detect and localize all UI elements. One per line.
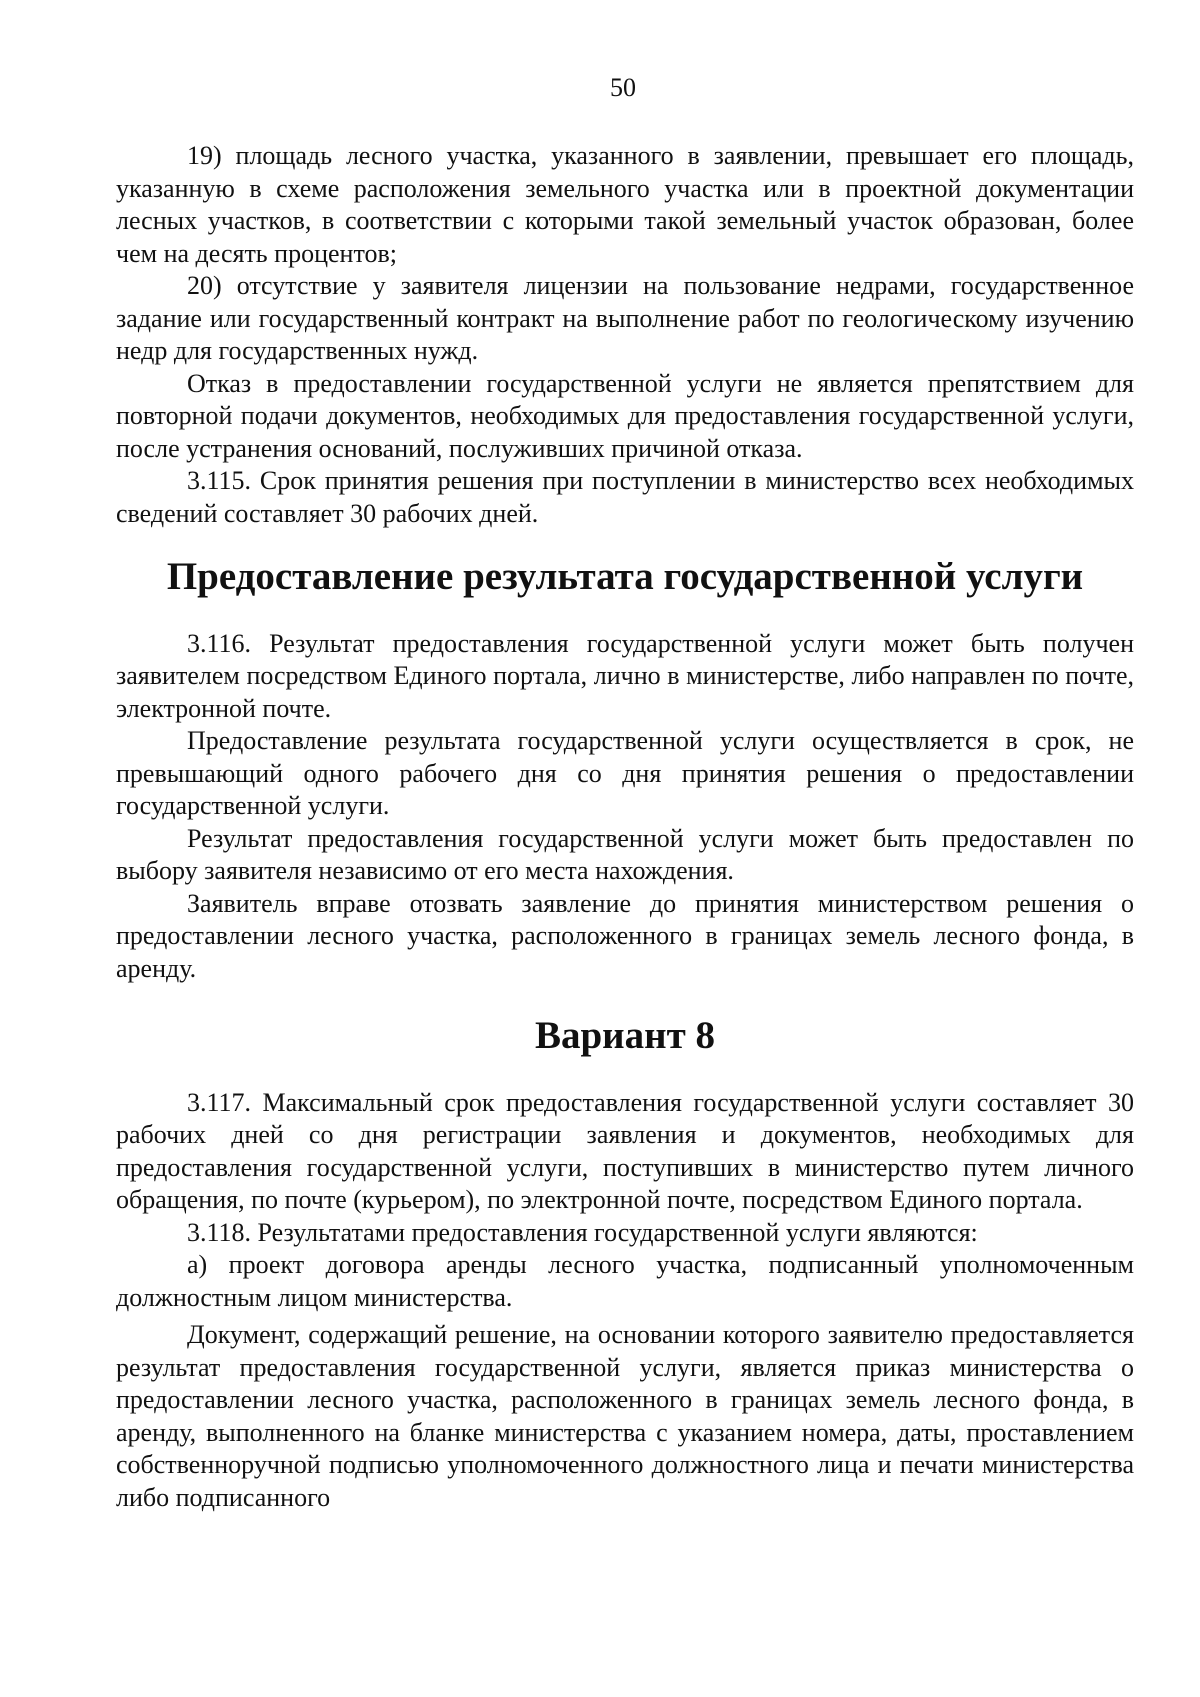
paragraph-item-19: 19) площадь лесного участка, указанного в заявлении, превышает его площадь, указанную в схеме расположения земельного участка или в проектной документации лесных участков, в соответствии с которыми такой земельный участок образован, более чем на десять процентов; bbox=[116, 141, 1134, 268]
section-heading-variant: Вариант 8 bbox=[534, 1014, 716, 1057]
paragraph-result-term: Предоставление результата государственной услуги осуществляется в срок, не превышающий одного рабочего дня со дня принятия решения о предоставлении государственной услуги. bbox=[116, 726, 1134, 820]
paragraph-3-118: 3.118. Результатами предоставления государственной услуги являются: bbox=[187, 1217, 978, 1247]
paragraph-item-a: а) проект договора аренды лесного участка, подписанный уполномоченным должностным лицом министерства. bbox=[116, 1250, 1134, 1312]
paragraph-item-20: 20) отсутствие у заявителя лицензии на пользование недрами, государственное задание или государственный контракт на выполнение работ по геологическому изучению недр для государственных нужд. bbox=[116, 271, 1134, 365]
paragraph-3-115: 3.115. Срок принятия решения при поступлении в министерство всех необходимых сведений составляет 30 рабочих дней. bbox=[116, 466, 1134, 528]
page-number: 50 bbox=[610, 73, 636, 102]
paragraph-result-choice: Результат предоставления государственной услуги может быть предоставлен по выбору заявителя независимо от его места нахождения. bbox=[116, 823, 1134, 885]
paragraph-3-117: 3.117. Максимальный срок предоставления государственной услуги составляет 30 рабочих дней со дня регистрации заявления и документов, необходимых для предоставления государственной услуги, поступивших в министерство путем личного обращения, по почте (курьером), по электронной почте, посредством Единого портала. bbox=[116, 1087, 1134, 1214]
document-body bbox=[116, 140, 1134, 1514]
paragraph-document: Документ, содержащий решение, на основании которого заявителю предоставляется результат предоставления государственной услуги, является приказ министерства о предоставлении лесного участка, расположенного в границах земель лесного фонда, в аренду, выполненного на бланке министерства с указанием номера, даты, проставлением собственноручной подписью уполномоченного должностного лица и печати министерства либо подписанного bbox=[116, 1320, 1134, 1512]
section-heading-result-provision: Предоставление результата государственной услуги bbox=[166, 555, 1084, 598]
paragraph-withdraw: Заявитель вправе отозвать заявление до принятия министерством решения о предоставлении лесного участка, расположенного в границах земель лесного фонда, в аренду. bbox=[116, 888, 1134, 983]
paragraph-refusal: Отказ в предоставлении государственной услуги не является препятствием для повторной подачи документов, необходимых для предоставления государственной услуги, после устранения оснований, послуживших причиной отказа. bbox=[116, 368, 1134, 463]
paragraph-3-116: 3.116. Результат предоставления государственной услуги может быть получен заявителем посредством Единого портала, лично в министерстве, либо направлен по почте, электронной почте. bbox=[116, 628, 1134, 723]
